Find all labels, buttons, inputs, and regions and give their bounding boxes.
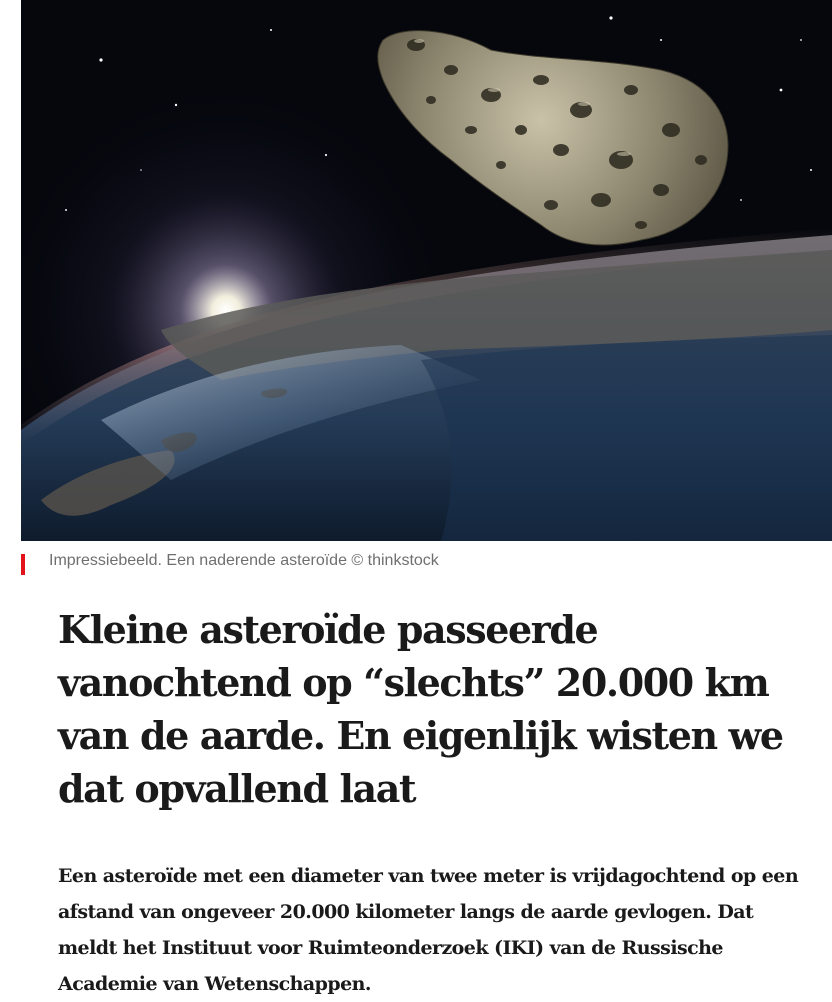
article-lead: Een asteroïde met een diameter van twee meter is vrijdagochtend op een afstand van ongeveer 20.000 kilometer langs de aarde gevlogen. Dat meldt het Instituut voor Ruimteonderzoek (IKI) van de Russische Academie van Wetenschappen.: [58, 865, 799, 995]
hero-image: [21, 0, 832, 541]
image-caption: [0, 548, 832, 576]
asteroid-earth-illustration: [21, 0, 832, 541]
caption-accent-bar: [21, 554, 25, 575]
article-headline: Kleine asteroïde passeerde vanochtend op “slechts” 20.000 km van de aarde. En eigenlijk wisten we dat opvallend laat: [58, 607, 783, 811]
caption-text: Impressiebeeld. Een naderende asteroïde © thinkstock: [49, 552, 439, 569]
